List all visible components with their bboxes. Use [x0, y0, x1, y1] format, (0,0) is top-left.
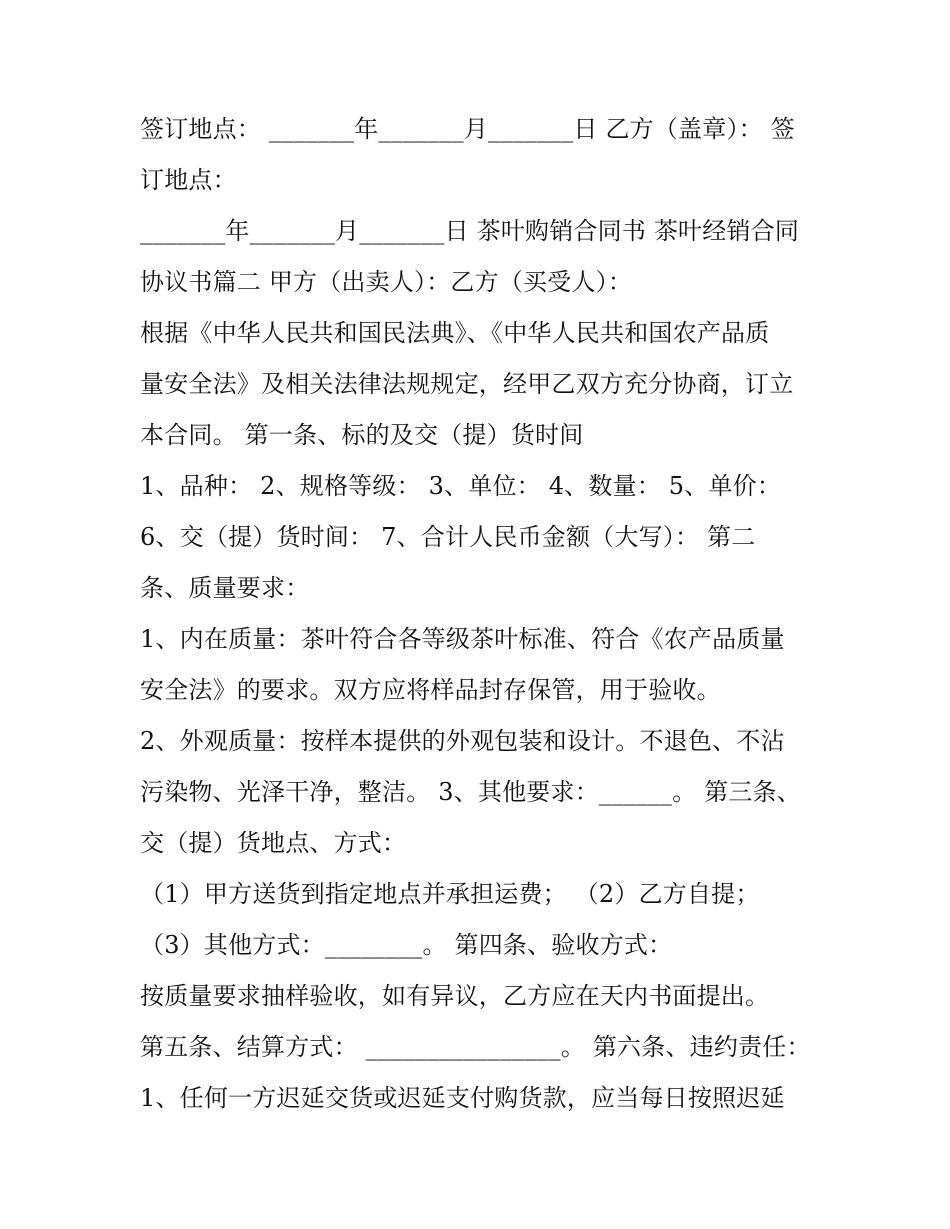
contract-text: [140, 104, 820, 1124]
text-line: 签订地点： _______年_______月_______日 乙方（盖章）： 签: [140, 115, 795, 143]
text-line: （3）其他方式：________。 第四条、验收方式：: [140, 931, 673, 959]
text-line: （1）甲方送货到指定地点并承担运费； （2）乙方自提；: [140, 880, 760, 908]
text-line: 6、交（提）货时间： 7、合计人民币金额（大写）： 第二: [140, 523, 756, 551]
text-line: 按质量要求抽样验收，如有异议，乙方应在天内书面提出。: [140, 982, 770, 1010]
text-line: 协议书篇二 甲方（出卖人）：乙方（买受人）：: [140, 268, 633, 296]
text-line: 1、品种： 2、规格等级： 3、单位： 4、数量： 5、单价：: [140, 472, 782, 500]
text-line: 根据《中华人民共和国民法典》、《中华人民共和国农产品质: [140, 319, 770, 347]
text-line: 交（提）货地点、方式：: [140, 829, 407, 857]
text-line: 1、内在质量：茶叶符合各等级茶叶标准、符合《农产品质量: [140, 625, 785, 653]
text-line: 订地点：: [140, 166, 237, 194]
text-line: 量安全法》及相关法律法规规定，经甲乙双方充分协商，订立: [140, 370, 794, 398]
text-line: 1、任何一方迟延交货或迟延支付购货款，应当每日按照迟延: [140, 1084, 785, 1112]
text-line: 污染物、光泽干净，整洁。 3、其他要求：______。 第三条、: [140, 778, 801, 806]
text-line: 本合同。 第一条、标的及交（提）货时间: [140, 421, 584, 449]
text-line: 条、质量要求：: [140, 574, 310, 602]
text-line: 2、外观质量：按样本提供的外观包装和设计。不退色、不沾: [140, 727, 785, 755]
text-line: 安全法》的要求。双方应将样品封存保管，用于验收。: [140, 676, 721, 704]
text-line: _______年_______月_______日 茶叶购销合同书 茶叶经销合同: [140, 217, 800, 245]
text-line: 第五条、结算方式： ________________。 第六条、违约责任：: [140, 1033, 811, 1061]
